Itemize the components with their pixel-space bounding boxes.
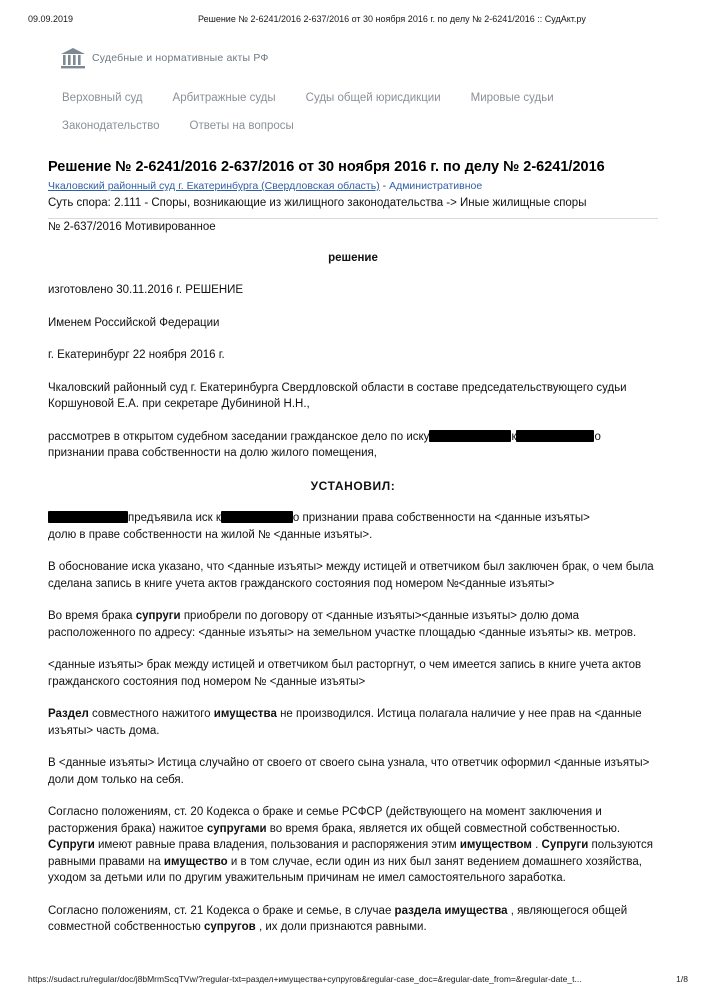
art20-text-5: пользуются равными правами на: [48, 839, 653, 868]
paragraph-in-name-of: Именем Российской Федерации: [48, 316, 220, 329]
nav-item-arbitration-courts[interactable]: Арбитражные суды: [172, 92, 276, 104]
paragraph-divorce-record: <данные изъяты> брак между истицей и ответчиком был расторгнут, о чем имеется запись в книге учета актов гражданского состояния под номером № <данные изъяты>: [48, 659, 642, 688]
division-text-mid: совместного нажитого: [88, 708, 214, 720]
paragraph-article-21: [48, 903, 658, 936]
art20-bold-1: супругами: [206, 822, 267, 835]
nav-item-legislation[interactable]: Законодательство: [62, 120, 160, 132]
paragraph-property-acquired: [48, 608, 658, 641]
redacted-block-4: [221, 511, 293, 523]
footer-url: https://sudact.ru/regular/doc/j8bMrmScqTVw/?regular-txt=раздел+имущества+супругов&regular-case_doc=&regular-date_from=&regular-date_t...: [28, 974, 582, 984]
print-title: Решение № 2-6241/2016 2-637/2016 от 30 ноября 2016 г. по делу № 2-6241/2016 :: СудАкт.ру: [198, 14, 586, 24]
art20-bold-3: имуществом: [459, 839, 532, 851]
redacted-block-1: [429, 430, 511, 442]
paragraph-claim-filed: [48, 510, 658, 543]
property-bold-spouses: супруги: [135, 610, 181, 622]
document-content: [48, 158, 658, 952]
nav-item-answers[interactable]: Ответы на вопросы: [189, 120, 294, 132]
art20-bold-4: Супруги: [541, 839, 589, 851]
division-bold-property: имущества: [213, 708, 277, 720]
art20-text-3: имеют равные права владения, пользования и распоряжения этим: [94, 839, 460, 851]
property-text-post: приобрели по договору от <данные изъяты><данные изъяты> долю дома расположенного по адресу: <данные изъяты> на земельном участке площадью <данные изъяты> кв. метров.: [48, 610, 637, 639]
art21-text-3: , их доли признаются равными.: [255, 921, 427, 933]
nav-item-justices-of-peace[interactable]: Мировые судьи: [470, 92, 554, 104]
nav-item-supreme-court[interactable]: Верховный суд: [62, 92, 143, 104]
claim-text-c: долю в праве собственности на жилой № <данные изъяты>.: [48, 528, 373, 541]
court-separator: -: [379, 180, 390, 192]
nav-row-primary: [48, 84, 668, 112]
property-text-pre: Во время брака: [48, 610, 136, 622]
art21-text-2: , являющегося общей совместной собственностью: [48, 904, 628, 933]
claim-text-a: предъявила иск к: [128, 512, 221, 524]
art20-bold-5: имущество: [163, 855, 228, 868]
art20-text-1: Согласно положениям, ст. 20 Кодекса о браке и семье РСФСР (действующего на момент заключения и расторжения брака) нажитое: [48, 806, 602, 835]
section-heading-ustanovil: УСТАНОВИЛ:: [310, 478, 396, 493]
nav-item-general-jurisdiction-courts[interactable]: Суды общей юрисдикции: [305, 92, 441, 104]
court-case-type[interactable]: Административное: [389, 180, 483, 192]
art20-bold-2: Супруги: [48, 839, 95, 851]
paragraph-marriage-record: В обоснование иска указано, что <данные изъяты> между истицей и ответчиком был заключен брак, о чем была сделана запись в книге учета актов гражданского состояния под номером №<данные изъяты>: [48, 561, 654, 590]
paragraph-issued-date: изготовлено 30.11.2016 г. РЕШЕНИЕ: [48, 284, 244, 296]
redacted-block-2: [516, 430, 594, 442]
art21-bold-1: раздела имущества: [394, 904, 508, 917]
footer-page-number: 1/8: [676, 974, 688, 984]
court-line: [48, 179, 658, 194]
nav-row-secondary: [48, 112, 668, 140]
print-date: 09.09.2019: [28, 14, 74, 24]
division-bold-razdel: Раздел: [48, 708, 89, 720]
paragraph-no-division: [48, 706, 658, 739]
paragraph-article-20: [48, 804, 658, 887]
site-brand[interactable]: [60, 45, 269, 71]
paragraph-city-date: г. Екатеринбург 22 ноября 2016 г.: [48, 349, 225, 361]
paragraph-case-number: № 2-637/2016 Мотивированное: [48, 221, 216, 233]
division-text-post: не производился. Истица полагала наличие у нее прав на <данные изъяты> часть дома.: [48, 708, 642, 737]
court-link[interactable]: Чкаловский районный суд г. Екатеринбурга (Свердловская область): [48, 180, 380, 192]
art21-bold-2: супругов: [204, 921, 256, 933]
paragraph-reshenie-heading: решение: [328, 251, 378, 264]
art20-text-6: и в том случае, если один из них был занят ведением домашнего хозяйства, уходом за детьми или по другим уважительным причинам не имел самостоятельного заработка.: [48, 855, 642, 884]
case-review-text-a: рассмотрев в открытом судебном заседании гражданское дело по иску: [48, 430, 430, 443]
paragraph-discovery: В <данные изъяты> Истица случайно от своего от своего сына узнала, что ответчик оформил <данные изъяты> доли дом только на себя.: [48, 757, 650, 786]
main-navigation: [48, 84, 668, 140]
courthouse-icon: [60, 46, 86, 70]
document-body: [48, 219, 658, 936]
redacted-block-3: [48, 511, 128, 523]
claim-text-b: о признании права собственности на <данные изъяты>: [292, 512, 590, 524]
case-review-text-d: признании права собственности на долю жилого помещения,: [48, 447, 377, 459]
case-review-text-c: о: [594, 430, 601, 443]
case-review-text-b: к: [511, 430, 517, 443]
paragraph-court-composition: Чкаловский районный суд г. Екатеринбурга Свердловской области в составе председательствующего судьи Коршуновой Е.А. при секретаре Дубининой Н.Н.,: [48, 381, 627, 410]
page-title: Решение № 2-6241/2016 2-637/2016 от 30 ноября 2016 г. по делу № 2-6241/2016: [48, 159, 605, 175]
dispute-subject: Суть спора: 2.111 - Споры, возникающие из жилищного законодательства -> Иные жилищные споры: [48, 195, 658, 219]
art20-text-2: во время брака, является их общей совместной собственностью.: [266, 822, 621, 835]
brand-text: Судебные и нормативные акты РФ: [92, 52, 269, 64]
art21-text-1: Согласно положениям, ст. 21 Кодекса о браке и семье, в случае: [48, 904, 395, 917]
paragraph-case-review: [48, 429, 658, 462]
art20-text-4: .: [531, 839, 542, 851]
